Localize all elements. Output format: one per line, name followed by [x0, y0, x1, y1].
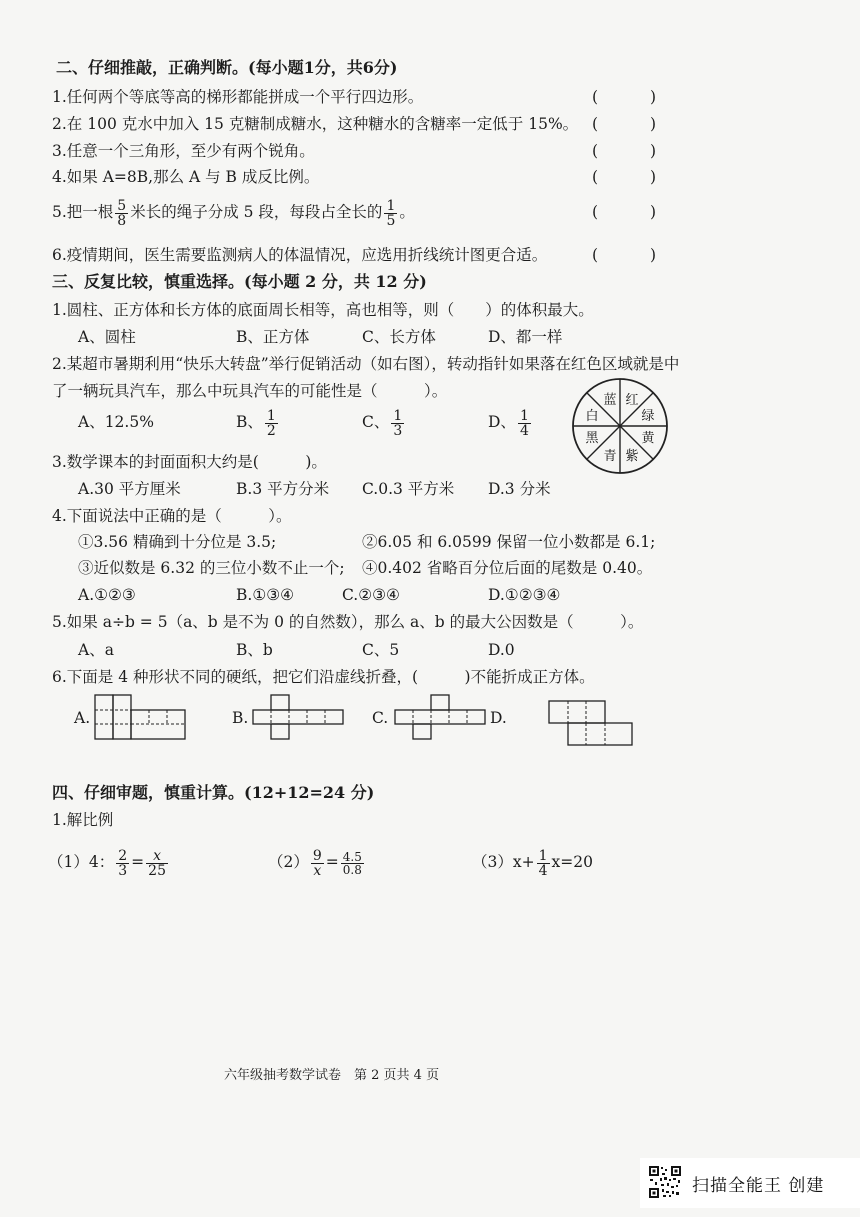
choice-q4-option-c: C.②③④: [342, 586, 400, 604]
choice-q1-option-d: D、都一样: [488, 328, 563, 346]
fraction-one-third: [391, 409, 404, 438]
judge-q5-part2: 米长的绳子分成 5 段，每段占全长的: [130, 203, 383, 221]
fraction-9-over-x: [311, 849, 324, 878]
fraction-one-quarter: [537, 849, 550, 878]
fraction-numerator: x: [146, 849, 168, 864]
judge-q5-part1: 5.把一根: [52, 203, 114, 221]
fraction-one-half: [265, 409, 278, 438]
choice-q3-option-a: A.30 平方厘米: [78, 480, 181, 498]
choice-q4-option-d: D.①②③④: [488, 586, 561, 604]
choice-q5-option-c: C、5: [362, 641, 400, 659]
net-option-label-b: B.: [232, 709, 249, 727]
fraction-denominator: 0.8: [342, 862, 362, 877]
wheel-segment-label: 紫: [625, 449, 639, 464]
answer-paren-open: (: [592, 115, 599, 133]
choice-q5-option-b: B、b: [236, 641, 273, 659]
judge-q5: [52, 192, 415, 232]
choice-q2-option-b: [236, 402, 280, 442]
choice-q2-option-a: A、12.5%: [78, 413, 154, 431]
answer-paren-close: ): [650, 88, 657, 106]
answer-paren-open: (: [592, 88, 599, 106]
choice-q2-option-c: [362, 402, 406, 442]
choice-q3-option-d: D.3 分米: [488, 480, 551, 498]
choice-q4-statement-1: ①3.56 精确到十分位是 3.5;: [78, 533, 277, 551]
judge-q2: 2.在 100 克水中加入 15 克糖制成糖水，这种糖水的含糖率一定低于 15%。: [52, 115, 579, 133]
judge-q4: 4.如果 A=8B,那么 A 与 B 成反比例。: [52, 168, 320, 186]
cube-net-a: [94, 694, 186, 740]
fraction-numerator: 4.5: [342, 849, 362, 864]
wheel-dividers: [573, 379, 667, 473]
wheel-segment-label: 白: [585, 409, 599, 424]
judge-q6: 6.疫情期间，医生需要监测病人的体温情况，应选用折线统计图更合适。: [52, 246, 548, 264]
judge-q1: 1.任何两个等底等高的梯形都能拼成一个平行四边形。: [52, 88, 424, 106]
fraction-numerator: 1: [266, 407, 276, 424]
problem-suffix: x=20: [551, 853, 593, 871]
fraction-numerator: 1: [393, 407, 403, 424]
wheel-segment-label: 黄: [641, 431, 655, 446]
section3-heading: 三、反复比较，慎重选择。(每小题 2 分，共 12 分): [52, 272, 427, 291]
choice-q3: 3.数学课本的封面面积大约是( )。: [52, 453, 327, 471]
judge-q5-part3: 。: [399, 203, 415, 221]
choice-q4-statement-3: ③近似数是 6.32 的三位小数不止一个;: [78, 559, 345, 577]
cube-net-d: [548, 700, 634, 746]
choice-q2-line1: 2.某超市暑期利用“快乐大转盘”举行促销活动（如右图），转动指针如果落在红色区域就是中: [52, 355, 680, 373]
fraction-one-quarter: [518, 409, 531, 438]
choice-q1-option-b: B、正方体: [236, 328, 310, 346]
choice-q3-option-b: B.3 平方分米: [236, 480, 330, 498]
fraction-numerator: 1: [519, 407, 529, 424]
fraction-numerator: 5: [117, 197, 127, 214]
fraction-one-fifth: [384, 199, 397, 228]
fraction-denominator: x: [313, 862, 322, 879]
wheel-segment-label: 绿: [641, 409, 655, 424]
choice-q4-statement-4: ④0.402 省略百分位后面的尾数是 0.40。: [362, 559, 653, 577]
net-option-label-d: D.: [490, 709, 507, 727]
wheel-segment-label: 青: [603, 449, 617, 464]
net-option-label-a: A.: [74, 709, 91, 727]
answer-paren-close: ): [650, 142, 657, 160]
answer-paren-open: (: [592, 168, 599, 186]
fraction-denominator: 25: [148, 862, 166, 879]
equals-sign: =: [325, 853, 339, 871]
choice-q6: 6.下面是 4 种形状不同的硬纸，把它们沿虚线折叠，( )不能折成正方体。: [52, 668, 595, 686]
prize-wheel: [570, 376, 670, 476]
answer-paren-open: (: [592, 203, 599, 221]
fraction-4.5-over-0.8: [341, 851, 364, 876]
solve-proportion-title: 1.解比例: [52, 811, 114, 829]
fraction-denominator: 5: [386, 212, 396, 229]
qr-code-icon: [648, 1165, 682, 1199]
choice-q2-option-d: [488, 402, 533, 442]
option-label: D、: [488, 413, 516, 431]
cube-net-b: [252, 694, 344, 740]
wheel-segment-label: 黑: [585, 431, 599, 446]
choice-q4-statement-2: ②6.05 和 6.0599 保留一位小数都是 6.1;: [362, 533, 656, 551]
judge-q3: 3.任意一个三角形，至少有两个锐角。: [52, 142, 315, 160]
fraction-numerator: 9: [312, 847, 322, 864]
section4-heading: 四、仔细审题，慎重计算。(12+12=24 分): [52, 783, 375, 802]
net-option-label-c: C.: [372, 709, 389, 727]
choice-q3-option-c: C.0.3 平方米: [362, 480, 455, 498]
section2-heading: 二、仔细推敲，正确判断。(每小题1分，共6分): [56, 58, 398, 77]
fraction-numerator: 2: [118, 847, 128, 864]
answer-paren-close: ): [650, 168, 657, 186]
answer-paren-close: ): [650, 115, 657, 133]
fraction-two-thirds: [116, 849, 129, 878]
fraction-denominator: 3: [393, 422, 403, 439]
problem-prefix: （2）: [268, 853, 309, 871]
page-footer: 六年级抽考数学试卷 第 2 页共 4 页: [224, 1068, 440, 1083]
proportion-problem-1: [48, 842, 170, 882]
wheel-segment-label: 红: [625, 393, 639, 408]
choice-q5: 5.如果 a÷b = 5（a、b 是不为 0 的自然数），那么 a、b 的最大公因数是（ ）。: [52, 613, 644, 631]
choice-q4: 4.下面说法中正确的是（ ）。: [52, 507, 292, 525]
fraction-denominator: 8: [117, 212, 127, 229]
option-label: B、: [236, 413, 263, 431]
choice-q4-option-b: B.①③④: [236, 586, 295, 604]
problem-prefix: （1）4：: [48, 853, 115, 871]
fraction-x-over-25: [146, 849, 168, 878]
fraction-denominator: 2: [266, 422, 276, 439]
choice-q1: 1.圆柱、正方体和长方体的底面周长相等，高也相等，则（ ）的体积最大。: [52, 301, 594, 319]
choice-q5-option-a: A、a: [78, 641, 114, 659]
choice-q5-option-d: D.0: [488, 641, 515, 659]
choice-q1-option-a: A、圆柱: [78, 328, 136, 346]
answer-paren-open: (: [592, 142, 599, 160]
proportion-problem-3: [472, 842, 593, 882]
scanner-badge-text: 扫描全能王 创建: [692, 1176, 825, 1196]
problem-prefix: （3）x+: [472, 853, 535, 871]
fraction-numerator: 1: [538, 847, 548, 864]
option-label: C、: [362, 413, 390, 431]
answer-paren-close: ): [650, 203, 657, 221]
fraction-numerator: 1: [386, 197, 396, 214]
choice-q1-option-c: C、长方体: [362, 328, 436, 346]
fraction-denominator: 4: [538, 862, 548, 879]
answer-paren-close: ): [650, 246, 657, 264]
wheel-segment-label: 蓝: [603, 393, 617, 408]
fraction-denominator: 4: [519, 422, 529, 439]
proportion-problem-2: [268, 842, 366, 882]
answer-paren-open: (: [592, 246, 599, 264]
fraction-five-eighths: [115, 199, 128, 228]
choice-q4-option-a: A.①②③: [78, 586, 136, 604]
choice-q2-line2: 了一辆玩具汽车，那么中玩具汽车的可能性是（ ）。: [52, 382, 448, 400]
fraction-denominator: 3: [118, 862, 128, 879]
cube-net-c: [394, 694, 486, 740]
equals-sign: =: [131, 853, 145, 871]
